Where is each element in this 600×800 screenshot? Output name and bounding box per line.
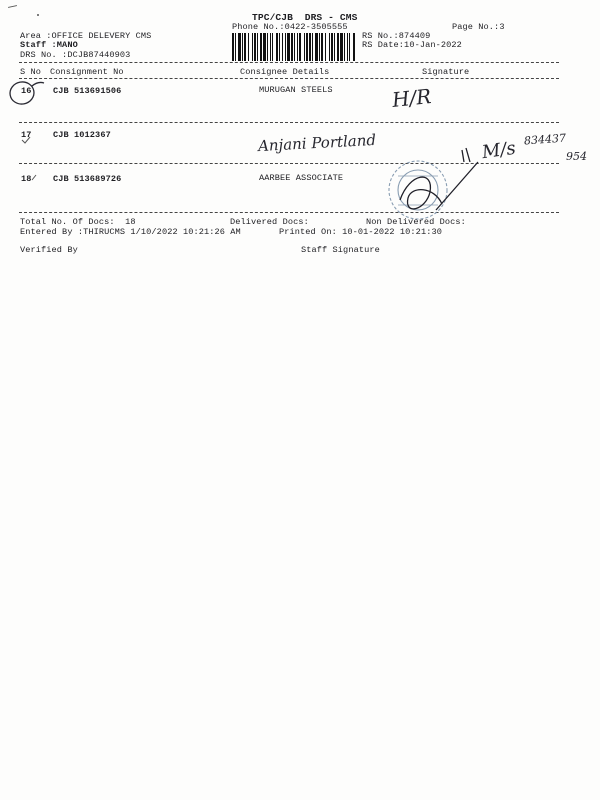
verified-by: Verified By [20,245,78,255]
entered-by: Entered By :THIRUCMS 1/10/2022 10:21:26 AM [20,227,241,237]
non-delivered-docs: Non Delivered Docs: [366,217,466,227]
total-docs: Total No. Of Docs: 18 [20,217,136,227]
row-sno: 18 [21,174,32,184]
staff-label: Staff :MANO [20,40,78,50]
column-consignee: Consignee Details [240,67,330,77]
drs-number: DRS No. :DCJB87440903 [20,50,131,60]
column-sno: S No [20,67,42,77]
signature-scribble [400,148,478,210]
delivered-docs: Delivered Docs: [230,217,309,227]
circle-mark [8,80,44,106]
printed-on: Printed On: 10-01-2022 10:21:30 [279,227,442,237]
staff-signature: Staff Signature [301,245,380,255]
rs-date: RS Date:10-Jan-2022 [362,40,462,50]
row-consignee: AARBEE ASSOCIATE [259,173,344,183]
row-sno: 16 [21,86,32,96]
row-consignment: CJB 1012367 [53,130,111,140]
checkmark [22,137,36,180]
rs-number: RS No.:874409 [362,31,431,41]
report-title: TPC/CJB DRS - CMS [252,12,358,23]
handwritten-ms: M/s [480,137,518,164]
area-label: Area :OFFICE DELEVERY CMS [20,31,152,41]
column-signature: Signature [422,67,470,77]
row-consignment: CJB 513689726 [53,174,122,184]
handwritten-phone-cont: 954 [566,150,587,163]
page-number: Page No.:3 [452,22,505,32]
row-consignee: MURUGAN STEELS [259,85,333,95]
row-consignment: CJB 513691506 [53,86,122,96]
handwritten-hr: H/R [390,84,433,112]
row-sno: 17 [21,130,32,140]
phone-number: Phone No.:0422-3505555 [232,22,348,32]
handwritten-consignee-name: Anjani Portland [257,130,377,156]
handwritten-phone: 834437 [523,131,567,148]
column-consignment: Consignment No [50,67,124,77]
